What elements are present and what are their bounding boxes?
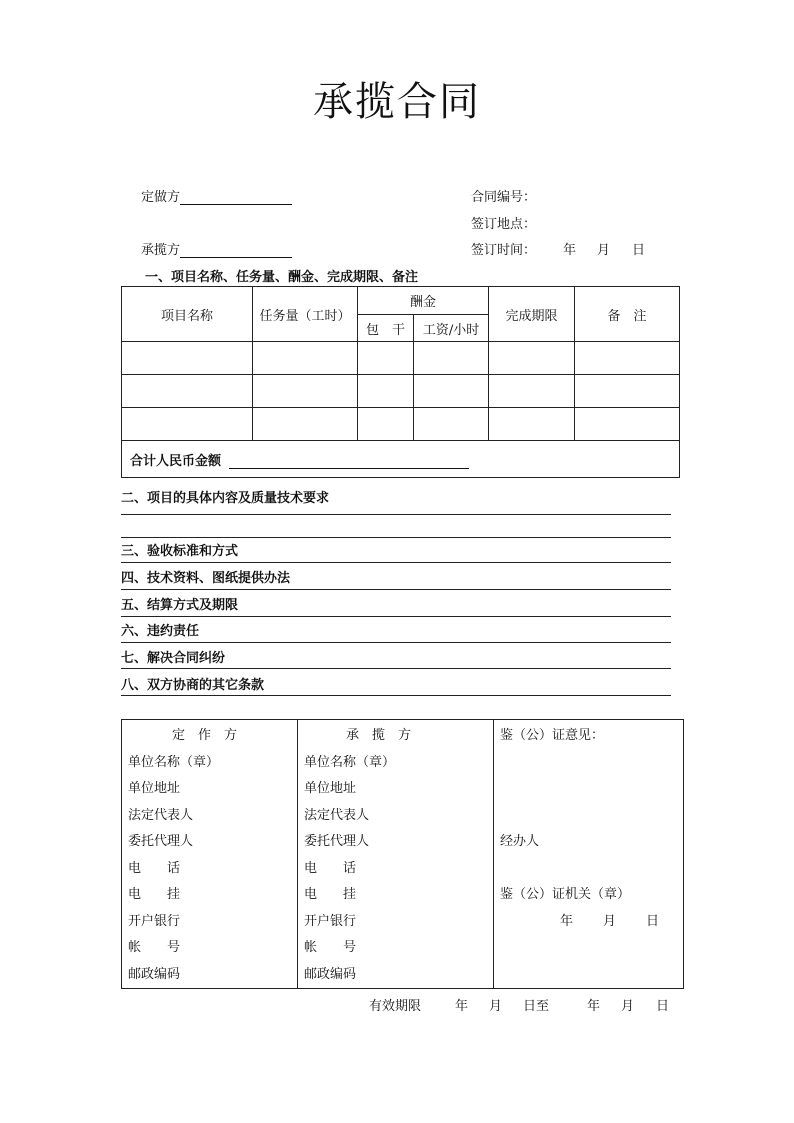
contract-no-label: 合同编号： xyxy=(471,190,537,205)
notary-day: 日 xyxy=(646,913,660,929)
table-row xyxy=(122,375,680,408)
table-cell[interactable] xyxy=(575,375,680,408)
parties-table xyxy=(121,719,684,989)
notary-month: 月 xyxy=(603,913,617,929)
section-3-title: 三、验收标准和方式 xyxy=(121,544,239,559)
contractor-label: 承揽方 xyxy=(141,243,181,258)
section-8-line[interactable] xyxy=(121,695,671,696)
client-unit-name[interactable]: 单位名称（章） xyxy=(128,754,220,770)
total-label: 合计人民币金额 xyxy=(130,453,222,469)
client-bank[interactable]: 开户银行 xyxy=(128,913,181,929)
client-blank[interactable] xyxy=(180,190,292,205)
client-unit-address[interactable]: 单位地址 xyxy=(128,781,181,796)
validity-day-2: 日 xyxy=(656,999,670,1014)
table-cell[interactable] xyxy=(358,342,414,375)
table-cell[interactable] xyxy=(489,375,575,408)
header-workload: 任务量（工时） xyxy=(253,287,358,342)
contractor-bank[interactable]: 开户银行 xyxy=(304,913,357,929)
header-pay: 酬金 xyxy=(358,287,489,315)
section-2-line-2[interactable] xyxy=(121,537,671,538)
validity-month-2: 月 xyxy=(621,999,635,1014)
table-cell[interactable] xyxy=(253,375,358,408)
contractor-unit-address[interactable]: 单位地址 xyxy=(304,781,357,796)
validity-year-2: 年 xyxy=(587,999,601,1014)
table-cell[interactable] xyxy=(489,342,575,375)
contractor-field xyxy=(141,239,292,258)
section-4-title: 四、技术资料、图纸提供办法 xyxy=(121,571,291,586)
section-7-line[interactable] xyxy=(121,668,671,669)
validity-label: 有效期限 xyxy=(369,999,422,1014)
header-remark: 备 注 xyxy=(575,287,680,342)
notary-org[interactable]: 鉴（公）证机关（章） xyxy=(500,887,631,902)
table-cell[interactable] xyxy=(414,342,489,375)
contractor-legal-rep[interactable]: 法定代表人 xyxy=(304,807,370,823)
section-5-title: 五、结算方式及期限 xyxy=(121,598,239,613)
contractor-postcode[interactable]: 邮政编码 xyxy=(304,966,357,982)
header-project: 项目名称 xyxy=(122,287,253,342)
section-8-title: 八、双方协商的其它条款 xyxy=(121,678,265,693)
contractor-column-head: 承 揽 方 xyxy=(346,728,412,743)
table-cell[interactable] xyxy=(358,408,414,441)
notary-date xyxy=(494,909,683,936)
section-1-title: 一、项目名称、任务量、酬金、完成期限、备注 xyxy=(145,270,419,285)
project-table xyxy=(121,286,680,478)
contract-title: 承揽合同 xyxy=(313,79,481,125)
client-column xyxy=(122,720,298,989)
notary-opinion[interactable]: 鉴（公）证意见： xyxy=(500,728,605,743)
validity-year-1: 年 xyxy=(455,999,469,1014)
contractor-agent[interactable]: 委托代理人 xyxy=(304,834,370,849)
contractor-account[interactable]: 帐 号 xyxy=(304,940,357,955)
contractor-unit-name[interactable]: 单位名称（章） xyxy=(304,754,396,770)
client-column-head: 定 作 方 xyxy=(172,728,238,743)
sign-day: 日 xyxy=(632,243,646,258)
notary-column xyxy=(494,720,684,989)
client-phone[interactable]: 电 话 xyxy=(128,860,181,876)
table-row xyxy=(122,408,680,441)
sign-month: 月 xyxy=(597,243,611,258)
table-row xyxy=(122,342,680,375)
section-6-title: 六、违约责任 xyxy=(121,624,200,639)
table-cell[interactable] xyxy=(122,375,253,408)
section-3-line[interactable] xyxy=(121,562,671,563)
total-cell xyxy=(122,441,680,478)
table-cell[interactable] xyxy=(575,342,680,375)
table-cell[interactable] xyxy=(575,408,680,441)
client-label: 定做方 xyxy=(141,190,181,205)
table-cell[interactable] xyxy=(414,408,489,441)
section-7-title: 七、解决合同纠纷 xyxy=(121,651,226,666)
table-cell[interactable] xyxy=(358,375,414,408)
client-postcode[interactable]: 邮政编码 xyxy=(128,966,181,982)
client-account[interactable]: 帐 号 xyxy=(128,940,181,955)
sign-time-label: 签订时间： xyxy=(471,243,537,258)
contractor-telegraph[interactable]: 电 挂 xyxy=(304,887,357,902)
total-row xyxy=(122,441,680,478)
notary-handler[interactable]: 经办人 xyxy=(500,834,540,849)
sign-year: 年 xyxy=(563,243,577,258)
sign-place-label: 签订地点： xyxy=(471,217,537,232)
client-field xyxy=(141,186,292,205)
client-telegraph[interactable]: 电 挂 xyxy=(128,887,181,902)
section-5-line[interactable] xyxy=(121,616,671,617)
header-hourly: 工资/小时 xyxy=(414,315,489,342)
validity-day-to: 日至 xyxy=(523,999,550,1014)
table-cell[interactable] xyxy=(122,342,253,375)
client-legal-rep[interactable]: 法定代表人 xyxy=(128,807,194,823)
table-cell[interactable] xyxy=(253,342,358,375)
total-blank[interactable] xyxy=(229,454,469,469)
contractor-column xyxy=(298,720,494,989)
contractor-phone[interactable]: 电 话 xyxy=(304,860,357,876)
table-cell[interactable] xyxy=(253,408,358,441)
notary-year: 年 xyxy=(560,913,574,929)
table-cell[interactable] xyxy=(414,375,489,408)
table-cell[interactable] xyxy=(122,408,253,441)
section-2-line-1[interactable] xyxy=(121,514,671,515)
header-lump: 包 干 xyxy=(358,315,414,342)
table-cell[interactable] xyxy=(489,408,575,441)
client-agent[interactable]: 委托代理人 xyxy=(128,834,194,849)
validity-month-1: 月 xyxy=(489,999,503,1014)
contractor-blank[interactable] xyxy=(180,243,292,258)
header-deadline: 完成期限 xyxy=(489,287,575,342)
section-6-line[interactable] xyxy=(121,642,671,643)
section-2-title: 二、项目的具体内容及质量技术要求 xyxy=(121,491,330,506)
section-4-line[interactable] xyxy=(121,589,671,590)
